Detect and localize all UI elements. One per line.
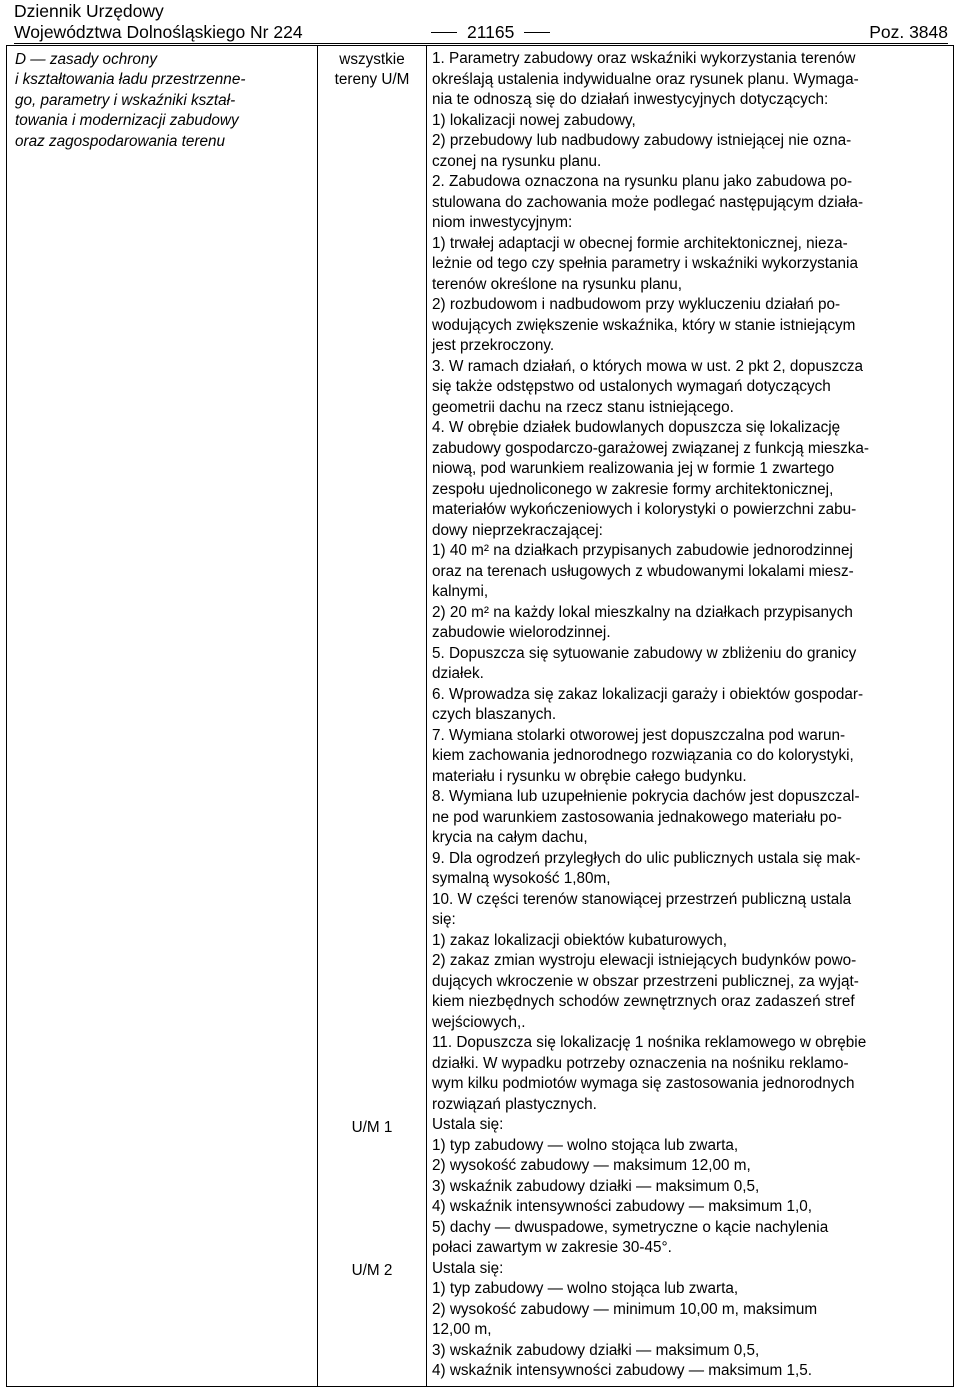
section-heading-line: oraz zagospodarowania terenu	[15, 132, 226, 150]
body-text-line: materiału i rysunku w obrębie całego budynku.	[432, 767, 747, 785]
section-heading-line: towania i modernizacji zabudowy	[15, 112, 239, 130]
body-text-line: działki. W wypadku potrzeby oznaczenia na nośniku reklamo-	[432, 1054, 849, 1072]
body-text-line: 1) 40 m² na działkach przypisanych zabudowie jednorodzinnej	[432, 542, 853, 559]
body-text-line: Ustala się:	[432, 1259, 504, 1277]
section-heading	[15, 50, 311, 152]
body-text-line: zabudowie wielorodzinnej.	[432, 624, 611, 641]
body-text-line: jest przekroczony.	[432, 337, 555, 354]
body-text-line: 1) lokalizacji nowej zabudowy,	[432, 111, 636, 129]
zone-label-um1: U/M 1	[351, 1119, 393, 1136]
body-text-line: 3. W ramach działań, o których mowa w ust. 2 pkt 2, dopuszcza	[432, 357, 864, 375]
journal-title: Dziennik Urzędowy	[14, 1, 164, 21]
body-text-line: 2) przebudowy lub nadbudowy zabudowy istniejącej nie ozna-	[432, 132, 852, 149]
body-text-line: 1) typ zabudowy — wolno stojąca lub zwarta,	[432, 1280, 739, 1297]
body-text-line: połaci zawartym w zakresie 30-45°.	[432, 1239, 672, 1256]
body-text-line: wejściowych,.	[432, 1013, 526, 1031]
body-text-line: 3) wskaźnik zabudowy działki — maksimum 0,5,	[432, 1177, 760, 1195]
section-heading-line: i kształtowania ładu przestrzenne-	[15, 71, 246, 89]
body-text-line: się:	[432, 911, 456, 928]
body-text-line: 2) 20 m² na każdy lokal mieszkalny na działkach przypisanych	[432, 603, 853, 621]
body-text-line: 1) typ zabudowy — wolno stojąca lub zwarta,	[432, 1136, 739, 1154]
regulation-table	[6, 45, 954, 1387]
body-text-line: 4. W obrębie działek budowlanych dopuszcza się lokalizację	[432, 419, 841, 436]
body-text-line: czonej na rysunku planu.	[432, 152, 602, 170]
column-divider-1	[317, 46, 318, 1386]
body-text-line: 1. Parametry zabudowy oraz wskaźniki wykorzystania terenów	[432, 50, 856, 67]
body-text-line: zespołu ujednoliconego w zakresie formy architektonicznej,	[432, 480, 834, 498]
regulation-body-text	[432, 49, 952, 1382]
body-text-line: 1) zakaz lokalizacji obiektów kubaturowych,	[432, 931, 728, 949]
body-text-line: kiem niezbędnych schodów zewnętrznych oraz zadaszeń stref	[432, 993, 855, 1010]
body-text-line: określają ustalenia indywidualne oraz rysunek planu. Wymaga-	[432, 70, 859, 88]
body-text-line: krycia na całym dachu,	[432, 829, 588, 846]
body-text-line: niom inwestycyjnym:	[432, 214, 573, 231]
body-text-line: ne pod warunkiem zastosowania jednakowego materiału po-	[432, 808, 842, 826]
body-text-line: kalnymi,	[432, 583, 489, 600]
section-heading-line: go, parametry i wskaźniki kształ-	[15, 91, 236, 109]
dash-right	[524, 32, 550, 33]
scope-label	[318, 50, 426, 91]
body-text-line: stulowana do zachowania może podlegać następującym działa-	[432, 193, 864, 211]
body-text-line: się także odstępstwo od ustalonych wymagań dotyczących	[432, 378, 831, 395]
body-text-line: niową, pod warunkiem realizowania jej w formie 1 zwartego	[432, 460, 835, 477]
body-text-line: dowy nieprzekraczającej:	[432, 521, 603, 539]
body-text-line: materiałów wykończeniowych i kolorystyki o powierzchni zabu-	[432, 501, 857, 518]
body-text-line: 2) rozbudowom i nadbudowom przy wykluczeniu działań po-	[432, 296, 841, 313]
body-text-line: 2) zakaz zmian wystroju elewacji istniejących budynków powo-	[432, 952, 857, 969]
body-text-line: 8. Wymiana lub uzupełnienie pokrycia dachów jest dopuszczal-	[432, 788, 860, 805]
body-text-line: geometrii dachu na rzecz stanu istniejącego.	[432, 398, 734, 416]
body-text-line: wym kilku podmiotów wymaga się zastosowania jednorodnych	[432, 1075, 855, 1092]
page-header	[14, 0, 948, 44]
body-text-line: 2) wysokość zabudowy — maksimum 12,00 m,	[432, 1157, 751, 1174]
body-text-line: terenów określone na rysunku planu,	[432, 275, 683, 293]
body-text-line: Ustala się:	[432, 1116, 504, 1133]
zone-label-um2: U/M 2	[351, 1262, 393, 1279]
body-text-line: 6. Wprowadza się zakaz lokalizacji garaży i obiektów gospodar-	[432, 685, 864, 703]
body-text-line: 5) dachy — dwuspadowe, symetryczne o kącie nachylenia	[432, 1218, 829, 1236]
body-text-line: oraz na terenach usługowych z wbudowanymi lokalami miesz-	[432, 562, 854, 580]
scope-label-line: wszystkie	[339, 51, 405, 68]
body-text-line: 4) wskaźnik intensywności zabudowy — maksimum 1,0,	[432, 1198, 813, 1215]
column-divider-2	[426, 46, 427, 1386]
journal-region: Województwa Dolnośląskiego Nr 224	[14, 22, 303, 42]
body-text-line: wodujących zwiększenie wskaźnika, który w stanie istniejącym	[432, 316, 856, 334]
body-text-line: 10. W części terenów stanowiącej przestrzeń publiczną ustala	[432, 890, 852, 908]
scope-label-line: tereny U/M	[334, 71, 410, 89]
body-text-line: 3) wskaźnik zabudowy działki — maksimum 0,5,	[432, 1341, 760, 1359]
header-rule	[14, 43, 948, 44]
body-text-line: rozwiązań plastycznych.	[432, 1095, 597, 1113]
body-text-line: leżnie od tego czy spełnia parametry i wskaźniki wykorzystania	[432, 255, 858, 272]
body-text-line: nia te odnoszą się do działań inwestycyjnych dotyczących:	[432, 91, 829, 108]
body-text-line: 7. Wymiana stolarki otworowej jest dopuszczalna pod warun-	[432, 726, 846, 744]
body-text-line: działek.	[432, 665, 484, 682]
body-text-line: zabudowy gospodarczo-garażowej związanej z funkcją mieszka-	[432, 439, 870, 457]
body-text-line: 2) wysokość zabudowy — minimum 10,00 m, maksimum	[432, 1300, 818, 1318]
body-text-line: 2. Zabudowa oznaczona na rysunku planu jako zabudowa po-	[432, 173, 853, 190]
body-text-line: 9. Dla ogrodzeń przyległych do ulic publicznych ustala się mak-	[432, 849, 861, 867]
body-text-line: 4) wskaźnik intensywności zabudowy — maksimum 1,5.	[432, 1362, 813, 1379]
body-text-line: dujących wkroczenie w obszar przestrzeni publicznej, za wyjąt-	[432, 972, 859, 990]
body-text-line: czych blaszanych.	[432, 706, 557, 723]
body-text-line: 5. Dopuszcza się sytuowanie zabudowy w zbliżeniu do granicy	[432, 644, 857, 662]
position-number: Poz. 3848	[869, 22, 948, 42]
body-text-line: symalną wysokość 1,80m,	[432, 870, 611, 887]
body-text-line: 11. Dopuszcza się lokalizację 1 nośnika reklamowego w obrębie	[432, 1034, 867, 1051]
page-number: 21165	[467, 22, 515, 42]
body-text-line: 12,00 m,	[432, 1321, 492, 1338]
body-text-line: 1) trwałej adaptacji w obecnej formie architektonicznej, nieza-	[432, 234, 848, 252]
section-heading-line: D — zasady ochrony	[15, 51, 157, 68]
page-number-block	[421, 21, 560, 43]
dash-left	[431, 32, 457, 33]
body-text-line: kiem zachowania jednorodnego rozwiązania co do kolorystyki,	[432, 747, 854, 764]
